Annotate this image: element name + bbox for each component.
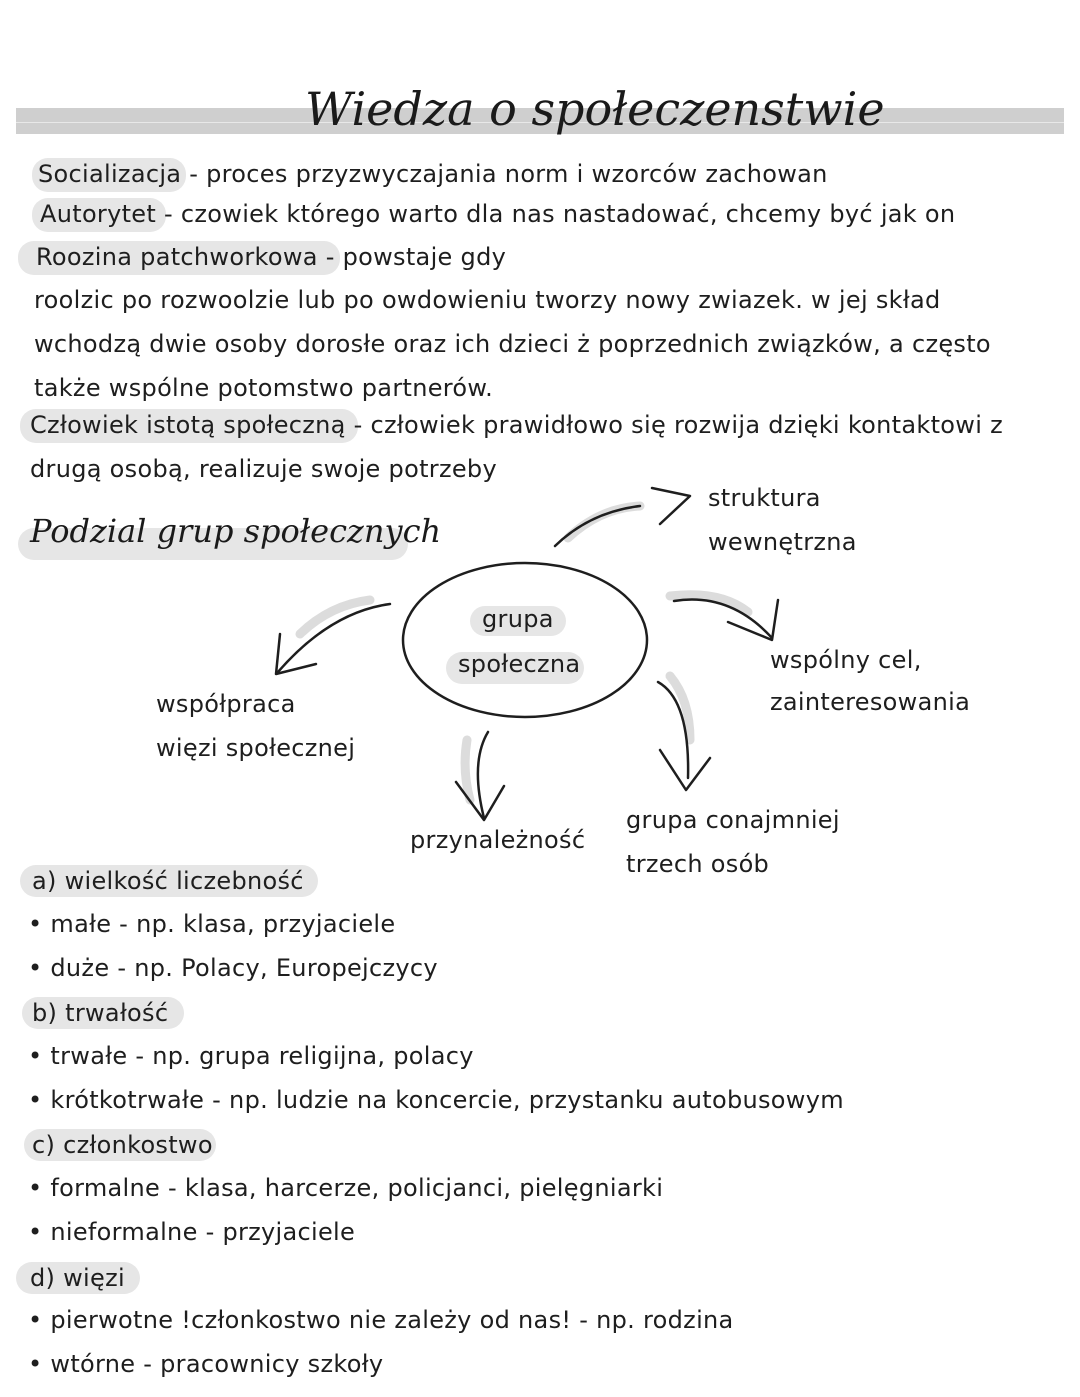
label-struktura-1: struktura [708,484,821,512]
section-b-item-1: • trwałe - np. grupa religijna, polacy [28,1042,474,1070]
section-b-item-2: • krótkotrwałe - np. ludzie na koncercie, przystanku autobusowym [28,1086,844,1114]
label-przynaleznosc: przynależność [410,826,586,854]
text-rodzina: - powstaje gdy [317,243,507,271]
arrowhead-trzech [660,750,710,790]
label-cel-2: zainteresowania [770,688,971,716]
rodzina-line-4: także wspólne potomstwo partnerów. [34,374,494,402]
term-rodzina: Roozina patchworkowa [36,243,318,271]
center-label-spoleczna: społeczna [458,650,581,678]
section-b-heading: b) trwałość [32,999,169,1027]
center-label-grupa: grupa [482,605,554,633]
section-a-item-2: • duże - np. Polacy, Europejczycy [28,954,438,982]
section-c-heading: c) członkostwo [32,1131,213,1159]
arrowhead-struktura [652,488,690,524]
center-ellipse [403,563,647,717]
section-a-heading: a) wielkość liczebność [32,867,304,895]
arrow-przynaleznosc [478,732,488,818]
arrow-shadow-struktura [568,506,640,538]
section-c-item-2: • nieformalne - przyjaciele [28,1218,356,1246]
arrow-shadow-przynaleznosc [465,740,470,800]
section-d-heading: d) więzi [30,1264,125,1292]
label-wspolpraca-2: więzi społecznej [156,734,356,762]
label-cel-1: wspólny cel, [770,646,922,674]
rodzina-line-3: wchodzą dwie osoby dorosłe oraz ich dzieci ż poprzednich związków, a często [34,330,991,358]
term-socializacja: Socializacja [38,160,182,188]
label-struktura-2: wewnętrzna [708,528,857,556]
arrow-shadow-wspolpraca [300,600,370,634]
section-d-item-1: • pierwotne !członkostwo nie zależy od nas! - np. rodzina [28,1306,734,1334]
term-czlowiek: Człowiek istotą społeczną [30,411,346,439]
term-autorytet: Autorytet [40,200,157,228]
section-subtitle: Podzial grup społecznych [30,512,442,550]
section-a-item-1: • małe - np. klasa, przyjaciele [28,910,396,938]
label-trzech-1: grupa conajmniej [626,806,840,834]
text-czlowiek: - człowiek prawidłowo się rozwija dzięki kontaktowi z [345,411,1003,439]
arrow-cel [674,600,772,638]
text-socializacja: - proces przyzwyczajania norm i wzorców zachowan [181,160,828,188]
label-wspolpraca-1: współpraca [156,690,296,718]
section-c-item-1: • formalne - klasa, harcerze, policjanci, pielęgniarki [28,1174,664,1202]
czlowiek-line-2: drugą osobą, realizuje swoje potrzeby [30,455,497,483]
rodzina-line-2: roolzic po rozwoolzie lub po owdowieniu tworzy nowy zwiazek. w jej skład [34,286,941,314]
label-trzech-2: trzech osób [626,850,770,878]
page-title: Wiedza o społeczenstwie [305,82,885,136]
text-autorytet: - czowiek którego warto dla nas nastadować, chcemy być jak on [156,200,956,228]
section-d-item-2: • wtórne - pracownicy szkoły [28,1350,384,1378]
